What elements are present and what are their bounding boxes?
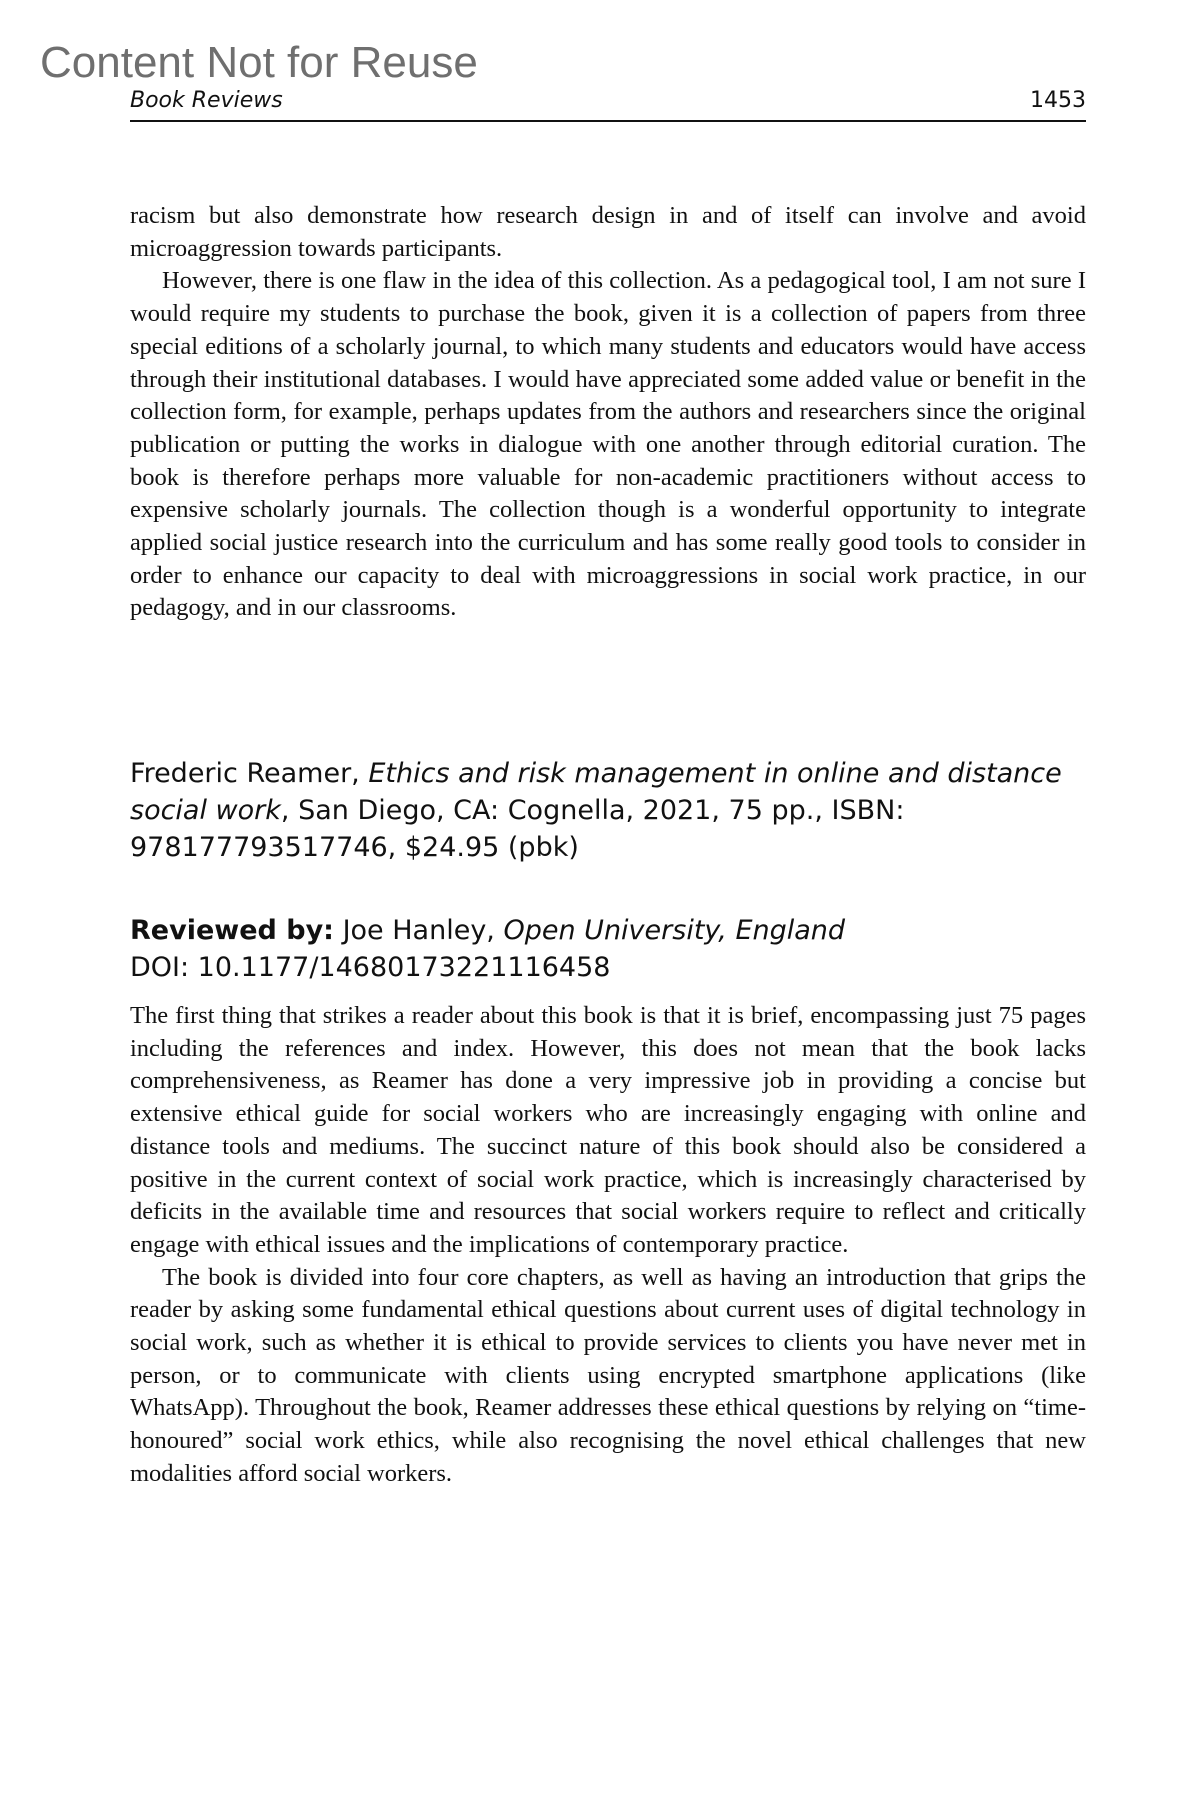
reviewer-name: Joe Hanley, [342,915,495,946]
doi: DOI: 10.1177/14680173221116458 [130,952,611,983]
paragraph: However, there is one flaw in the idea of this collection. As a pedagogical tool, I am not sure I would require my students to purchase the book, given it is a collection of papers from three special editions of a scholarly journal, to which many students and educators would have access through their institutional databases. I would have appreciated some added value or benefit in the collection form, for example, perhaps updates from the authors and researchers since the original publication or putting the works in dialogue with one another through editorial curation. The book is therefore perhaps more valuable for non-academic practitioners without access to expensive scholarly journals. The collection though is a wonderful opportunity to integrate applied social justice research into the curriculum and has some really good tools to consider in order to enhance our capacity to deal with microaggressions in social work practice, in our pedagogy, and in our classrooms. [130,267,1086,622]
review-text [130,1000,1086,1491]
paragraph: The first thing that strikes a reader about this book is that it is brief, encompassing just 75 pages including the references and index. However, this does not mean that the book lacks comprehensiveness, as Reamer has done a very impressive job in providing a concise but extensive ethical guide for social workers who are increasingly engaging with online and distance tools and mediums. The succinct nature of this book should also be considered a positive in the current context of social work practice, which is increasingly characterised by deficits in the available time and resources that social workers require to reflect and critically engage with ethical issues and the implications of contemporary practice. [130,1002,1086,1258]
book-citation [130,755,1086,866]
paragraph: The book is divided into four core chapters, as well as having an introduction that grips the reader by asking some fundamental ethical questions about current uses of digital technology in social work, such as whether it is ethical to provide services to clients you have never met in person, or to communicate with clients using encrypted smartphone applications (like WhatsApp). Throughout the book, Reamer addresses these ethical questions by relying on “time-honoured” social work ethics, while also recognising the novel ethical challenges that new modalities afford social workers. [130,1263,1086,1487]
running-title: Book Reviews [130,88,283,113]
book-author: Frederic Reamer, [130,758,360,789]
paragraph: racism but also demonstrate how research design in and of itself can involve and avoid microaggression towards participants. [130,202,1086,262]
previous-review-text [130,200,1086,625]
running-header [130,86,1086,122]
book-title: Ethics and risk management in online and distance social work [130,758,1062,826]
watermark-text: Content Not for Reuse [40,38,478,87]
reviewed-by-label: Reviewed by: [130,915,334,946]
book-details: , San Diego, CA: Cognella, 2021, 75 pp., ISBN: 9781777935177​46, $24.95 (pbk) [130,795,905,863]
reviewer-line [130,912,1086,949]
reviewer-info [130,912,1086,986]
reviewer-affiliation: Open University, England [503,915,846,946]
page-number: 1453 [1030,88,1086,113]
